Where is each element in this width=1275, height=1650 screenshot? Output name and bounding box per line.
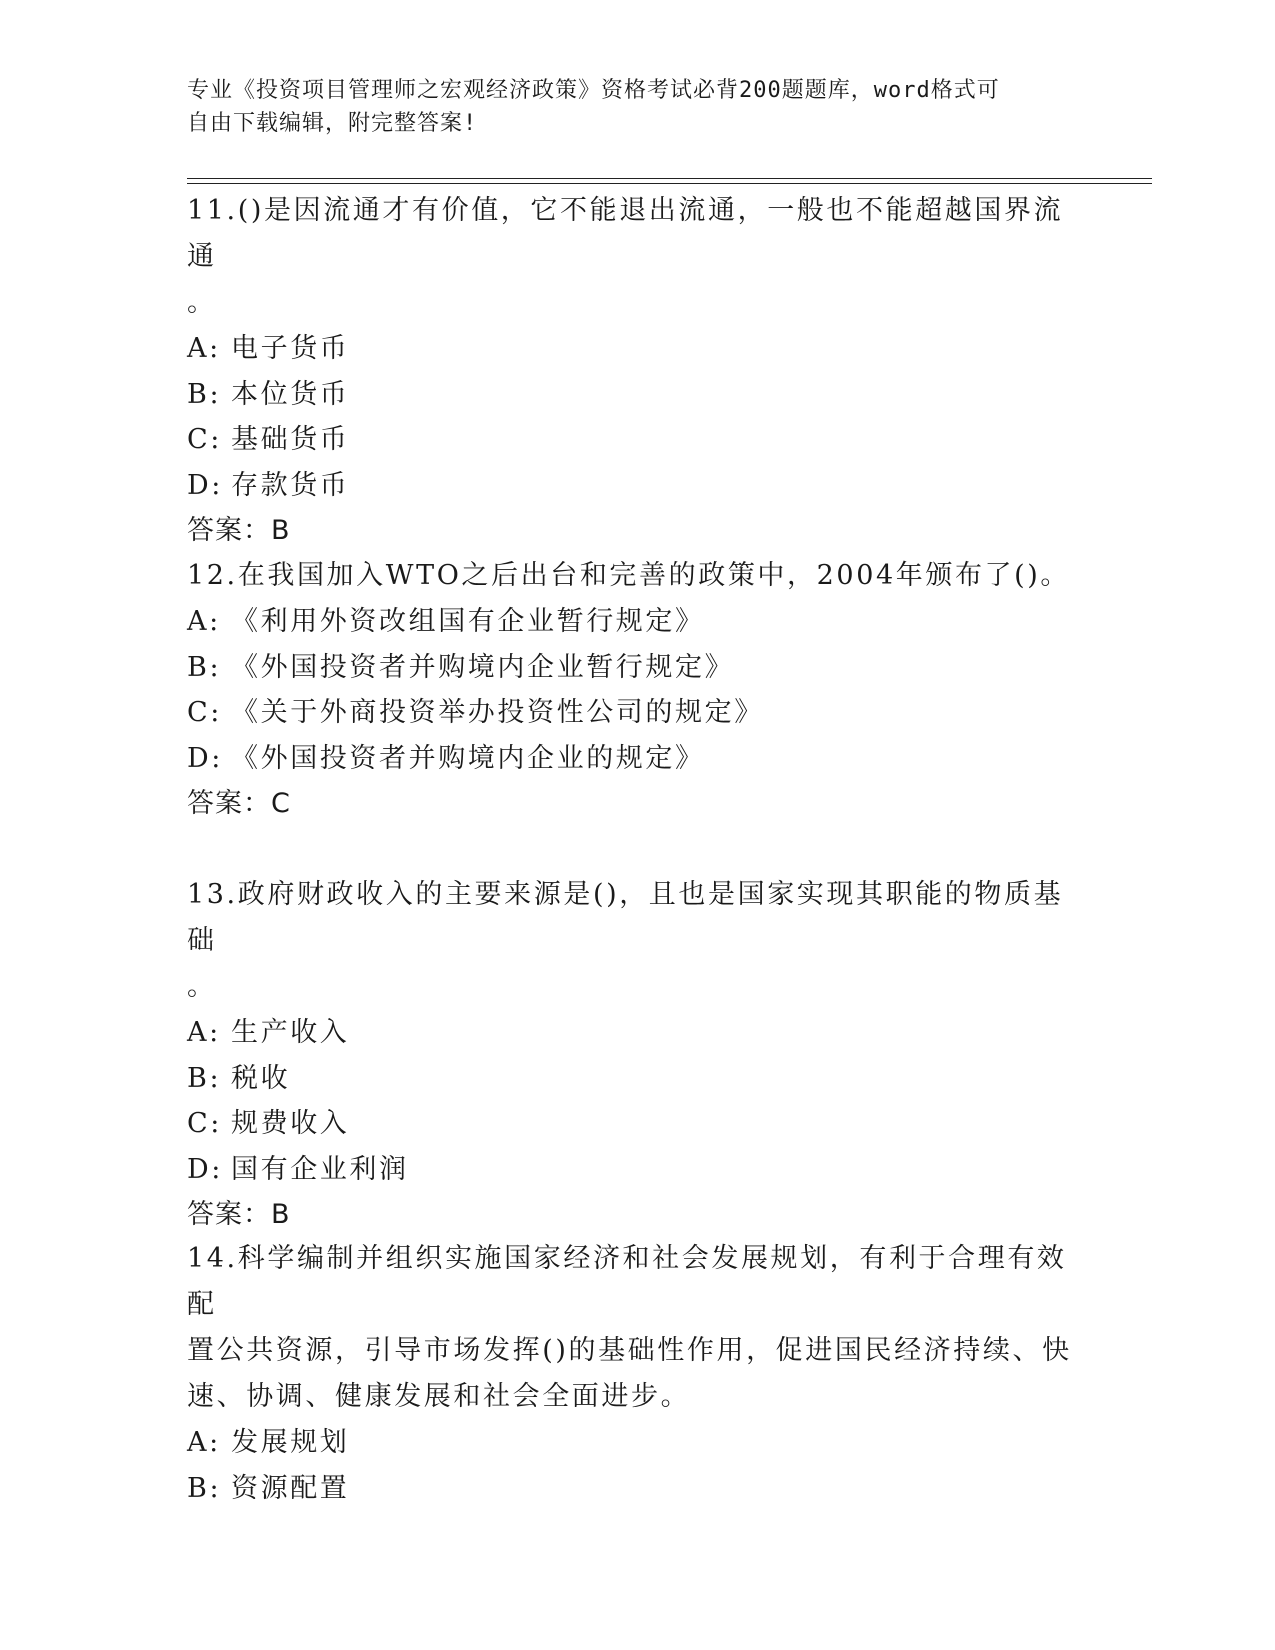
option-a bbox=[187, 1420, 1087, 1466]
option-letter: D: bbox=[187, 469, 223, 501]
option-a bbox=[187, 1010, 1087, 1056]
option-letter: B: bbox=[187, 1472, 222, 1504]
question-14 bbox=[187, 1236, 1087, 1511]
option-text: 本位货币 bbox=[231, 378, 350, 410]
option-letter: A: bbox=[187, 1427, 221, 1458]
option-text: 电子货币 bbox=[231, 333, 350, 364]
question-stem-line: 速、协调、健康发展和社会全面进步。 bbox=[187, 1381, 691, 1412]
option-letter: A: bbox=[187, 606, 221, 637]
option-letter: B: bbox=[187, 378, 222, 410]
header-line-2: 自由下载编辑，附完整答案! bbox=[187, 111, 478, 136]
question-stem-line: 11.()是因流通才有价值，它不能退出流通，一般也不能超越国界流通 bbox=[187, 195, 1064, 272]
option-letter: B: bbox=[187, 1062, 222, 1094]
option-text: 发展规划 bbox=[231, 1427, 350, 1458]
option-c bbox=[187, 690, 1087, 736]
option-d bbox=[187, 463, 1087, 509]
question-stem-line: 。 bbox=[187, 287, 217, 318]
option-a bbox=[187, 326, 1087, 372]
question-stem-line: 12.在我国加入WTO之后出台和完善的政策中，2004年颁布了()。 bbox=[187, 560, 1071, 591]
option-text: 《外国投资者并购境内企业的规定》 bbox=[231, 742, 705, 774]
answer-line: 答案：C bbox=[187, 788, 291, 819]
question-stem-line: 置公共资源，引导市场发挥()的基础性作用，促进国民经济持续、快 bbox=[187, 1335, 1072, 1366]
option-b bbox=[187, 372, 1087, 418]
answer-line: 答案：B bbox=[187, 515, 291, 546]
option-letter: C: bbox=[187, 697, 222, 728]
answer-line: 答案：B bbox=[187, 1199, 291, 1230]
option-text: 国有企业利润 bbox=[231, 1153, 409, 1185]
question-13 bbox=[187, 872, 1087, 1238]
document-header bbox=[187, 74, 1067, 140]
option-text: 税收 bbox=[231, 1062, 291, 1094]
option-a bbox=[187, 599, 1087, 645]
option-text: 规费收入 bbox=[231, 1108, 350, 1139]
option-letter: C: bbox=[187, 424, 222, 455]
option-letter: D: bbox=[187, 1153, 223, 1185]
option-letter: A: bbox=[187, 1017, 221, 1048]
option-text: 《利用外资改组国有企业暂行规定》 bbox=[231, 606, 705, 637]
option-letter: D: bbox=[187, 742, 223, 774]
header-line-1: 专业《投资项目管理师之宏观经济政策》资格考试必背200题题库，word格式可 bbox=[187, 78, 1000, 103]
option-c bbox=[187, 1101, 1087, 1147]
question-11 bbox=[187, 188, 1087, 554]
question-stem-line: 13.政府财政收入的主要来源是()，且也是国家实现其职能的物质基础 bbox=[187, 879, 1064, 956]
question-12 bbox=[187, 553, 1087, 827]
option-letter: B: bbox=[187, 651, 222, 683]
option-text: 基础货币 bbox=[231, 424, 350, 455]
option-b bbox=[187, 1056, 1087, 1102]
option-b bbox=[187, 1466, 1087, 1512]
question-stem-line: 14.科学编制并组织实施国家经济和社会发展规划，有利于合理有效配 bbox=[187, 1243, 1067, 1320]
option-text: 存款货币 bbox=[231, 469, 350, 501]
option-text: 《关于外商投资举办投资性公司的规定》 bbox=[231, 697, 764, 728]
option-text: 资源配置 bbox=[231, 1472, 350, 1504]
option-b bbox=[187, 645, 1087, 691]
option-letter: A: bbox=[187, 333, 221, 364]
option-letter: C: bbox=[187, 1108, 222, 1139]
option-c bbox=[187, 417, 1087, 463]
option-d bbox=[187, 736, 1087, 782]
option-text: 《外国投资者并购境内企业暂行规定》 bbox=[231, 651, 735, 683]
header-divider-bottom bbox=[187, 183, 1152, 184]
question-stem-line: 。 bbox=[187, 971, 217, 1002]
header-divider-top bbox=[187, 178, 1152, 179]
option-d bbox=[187, 1147, 1087, 1193]
option-text: 生产收入 bbox=[231, 1017, 350, 1048]
